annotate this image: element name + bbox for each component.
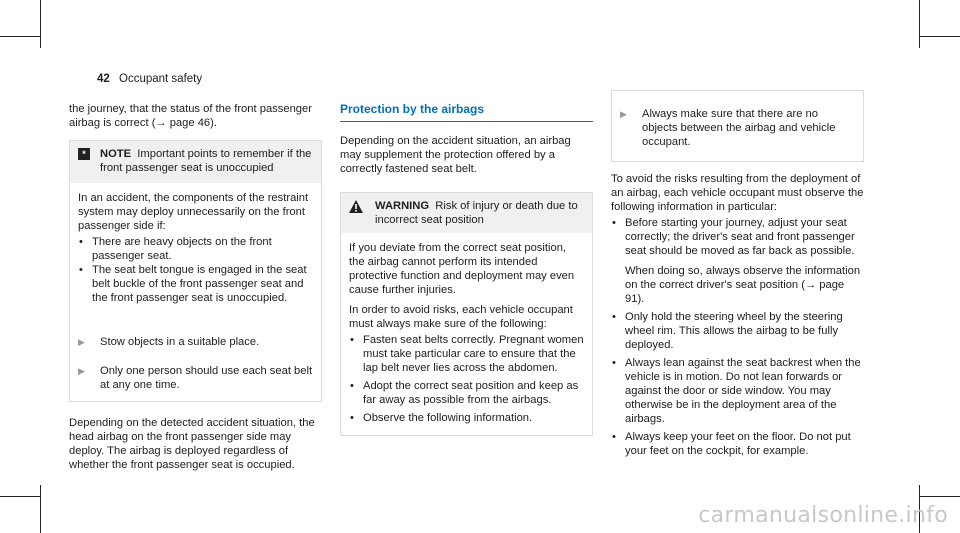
middle-column	[340, 102, 593, 436]
action-arrow-icon: ▶	[78, 366, 85, 376]
action-item	[70, 315, 321, 358]
list-item: • Always keep your feet on the floor. Do not put your feet on the cockpit, for example.	[611, 430, 864, 458]
list-item: • Only hold the steering wheel by the steering wheel rim. This allows the airbag to be fully deployed.	[611, 310, 864, 352]
action-text: Only one person should use each seat belt at any one time.	[100, 365, 313, 391]
warning-label: WARNING	[375, 200, 430, 212]
list-item: • Adopt the correct seat position and keep as far away as possible from the airbags.	[349, 379, 584, 407]
safety-bullets	[611, 216, 864, 458]
note-box	[69, 140, 322, 402]
crop-mark	[919, 0, 920, 48]
crop-mark	[40, 0, 41, 48]
list-item: • There are heavy objects on the front passenger seat.	[78, 235, 313, 263]
list-item: • Fasten seat belts correctly. Pregnant women must take particular care to ensure that the lap belt never lies across the abdomen.	[349, 333, 584, 375]
warning-text: If you deviate from the correct seat position, the airbag cannot perform its intended protective function and deployment may even cause further injuries.	[349, 242, 575, 296]
crop-mark	[920, 496, 960, 497]
paragraph: Depending on the detected accident situation, the head airbag on the front passenger side may deploy. The airbag is deployed regardless of whether the front passenger seat is occupied.	[69, 417, 315, 471]
section-title: Protection by the airbags	[340, 102, 593, 122]
note-header	[70, 141, 321, 183]
intro-text: To avoid the risks resulting from the deployment of an airbag, each vehicle occupant must observe the following information in particular:	[611, 173, 864, 213]
warning-title: Risk of injury or death due to incorrect seat position	[375, 200, 578, 226]
action-arrow-icon: ▶	[620, 109, 627, 119]
list-item	[611, 216, 864, 306]
warning-header	[341, 193, 592, 233]
page-number: 42	[97, 73, 110, 85]
left-column	[69, 102, 322, 472]
action-item	[612, 91, 863, 161]
action-box	[611, 90, 864, 162]
action-text: Always make sure that there are no objects between the airbag and vehicle occupant.	[642, 108, 836, 148]
list-item: • The seat belt tongue is engaged in the seat belt buckle of the front passenger seat and the front passenger seat is unoccupied.	[78, 263, 313, 305]
list-item: • Observe the following information.	[349, 411, 584, 425]
note-bullets	[78, 235, 313, 305]
warning-body	[341, 233, 592, 435]
intro-text: the journey, that the status of the front passenger airbag is correct (→ page 46).	[69, 103, 312, 129]
list-item: • Always lean against the seat backrest when the vehicle is in motion. Do not lean forwards or against the door or side window. You may otherwise be in the deployment area of the airbags.	[611, 356, 864, 426]
crop-mark	[0, 36, 40, 37]
note-label: NOTE	[100, 148, 132, 160]
warning-text: In order to avoid risks, each vehicle occupant must always make sure of the following:	[349, 304, 573, 330]
warning-triangle-icon	[349, 200, 363, 213]
right-column	[611, 90, 864, 458]
intro-text: Depending on the accident situation, an airbag may supplement the protection offered by a correctly fastened seat belt.	[340, 135, 571, 175]
watermark: carmanualsonline.info	[698, 503, 948, 528]
list-item-extra: When doing so, always observe the information on the correct driver's seat position (→ page 91).	[625, 265, 861, 305]
warning-box	[340, 192, 593, 436]
action-arrow-icon: ▶	[78, 337, 85, 347]
section-name: Occupant safety	[119, 73, 203, 85]
note-title: Important points to remember if the front passenger seat is unoccupied	[100, 148, 312, 174]
note-body	[70, 183, 321, 315]
page-header	[97, 72, 202, 86]
warning-bullets	[349, 333, 584, 425]
crop-mark	[920, 36, 960, 37]
action-item	[70, 358, 321, 401]
note-icon: *	[78, 148, 90, 160]
note-title-wrap	[100, 147, 313, 175]
warning-title-wrap	[375, 199, 584, 227]
action-text: Stow objects in a suitable place.	[100, 336, 260, 348]
crop-mark	[40, 485, 41, 533]
note-text: In an accident, the components of the restraint system may deploy unnecessarily on the front passenger side if:	[78, 192, 309, 232]
list-item-text: Before starting your journey, adjust your seat correctly; the driver's seat and front passenger seat should be moved as far back as possible.	[625, 217, 855, 257]
crop-mark	[0, 496, 40, 497]
